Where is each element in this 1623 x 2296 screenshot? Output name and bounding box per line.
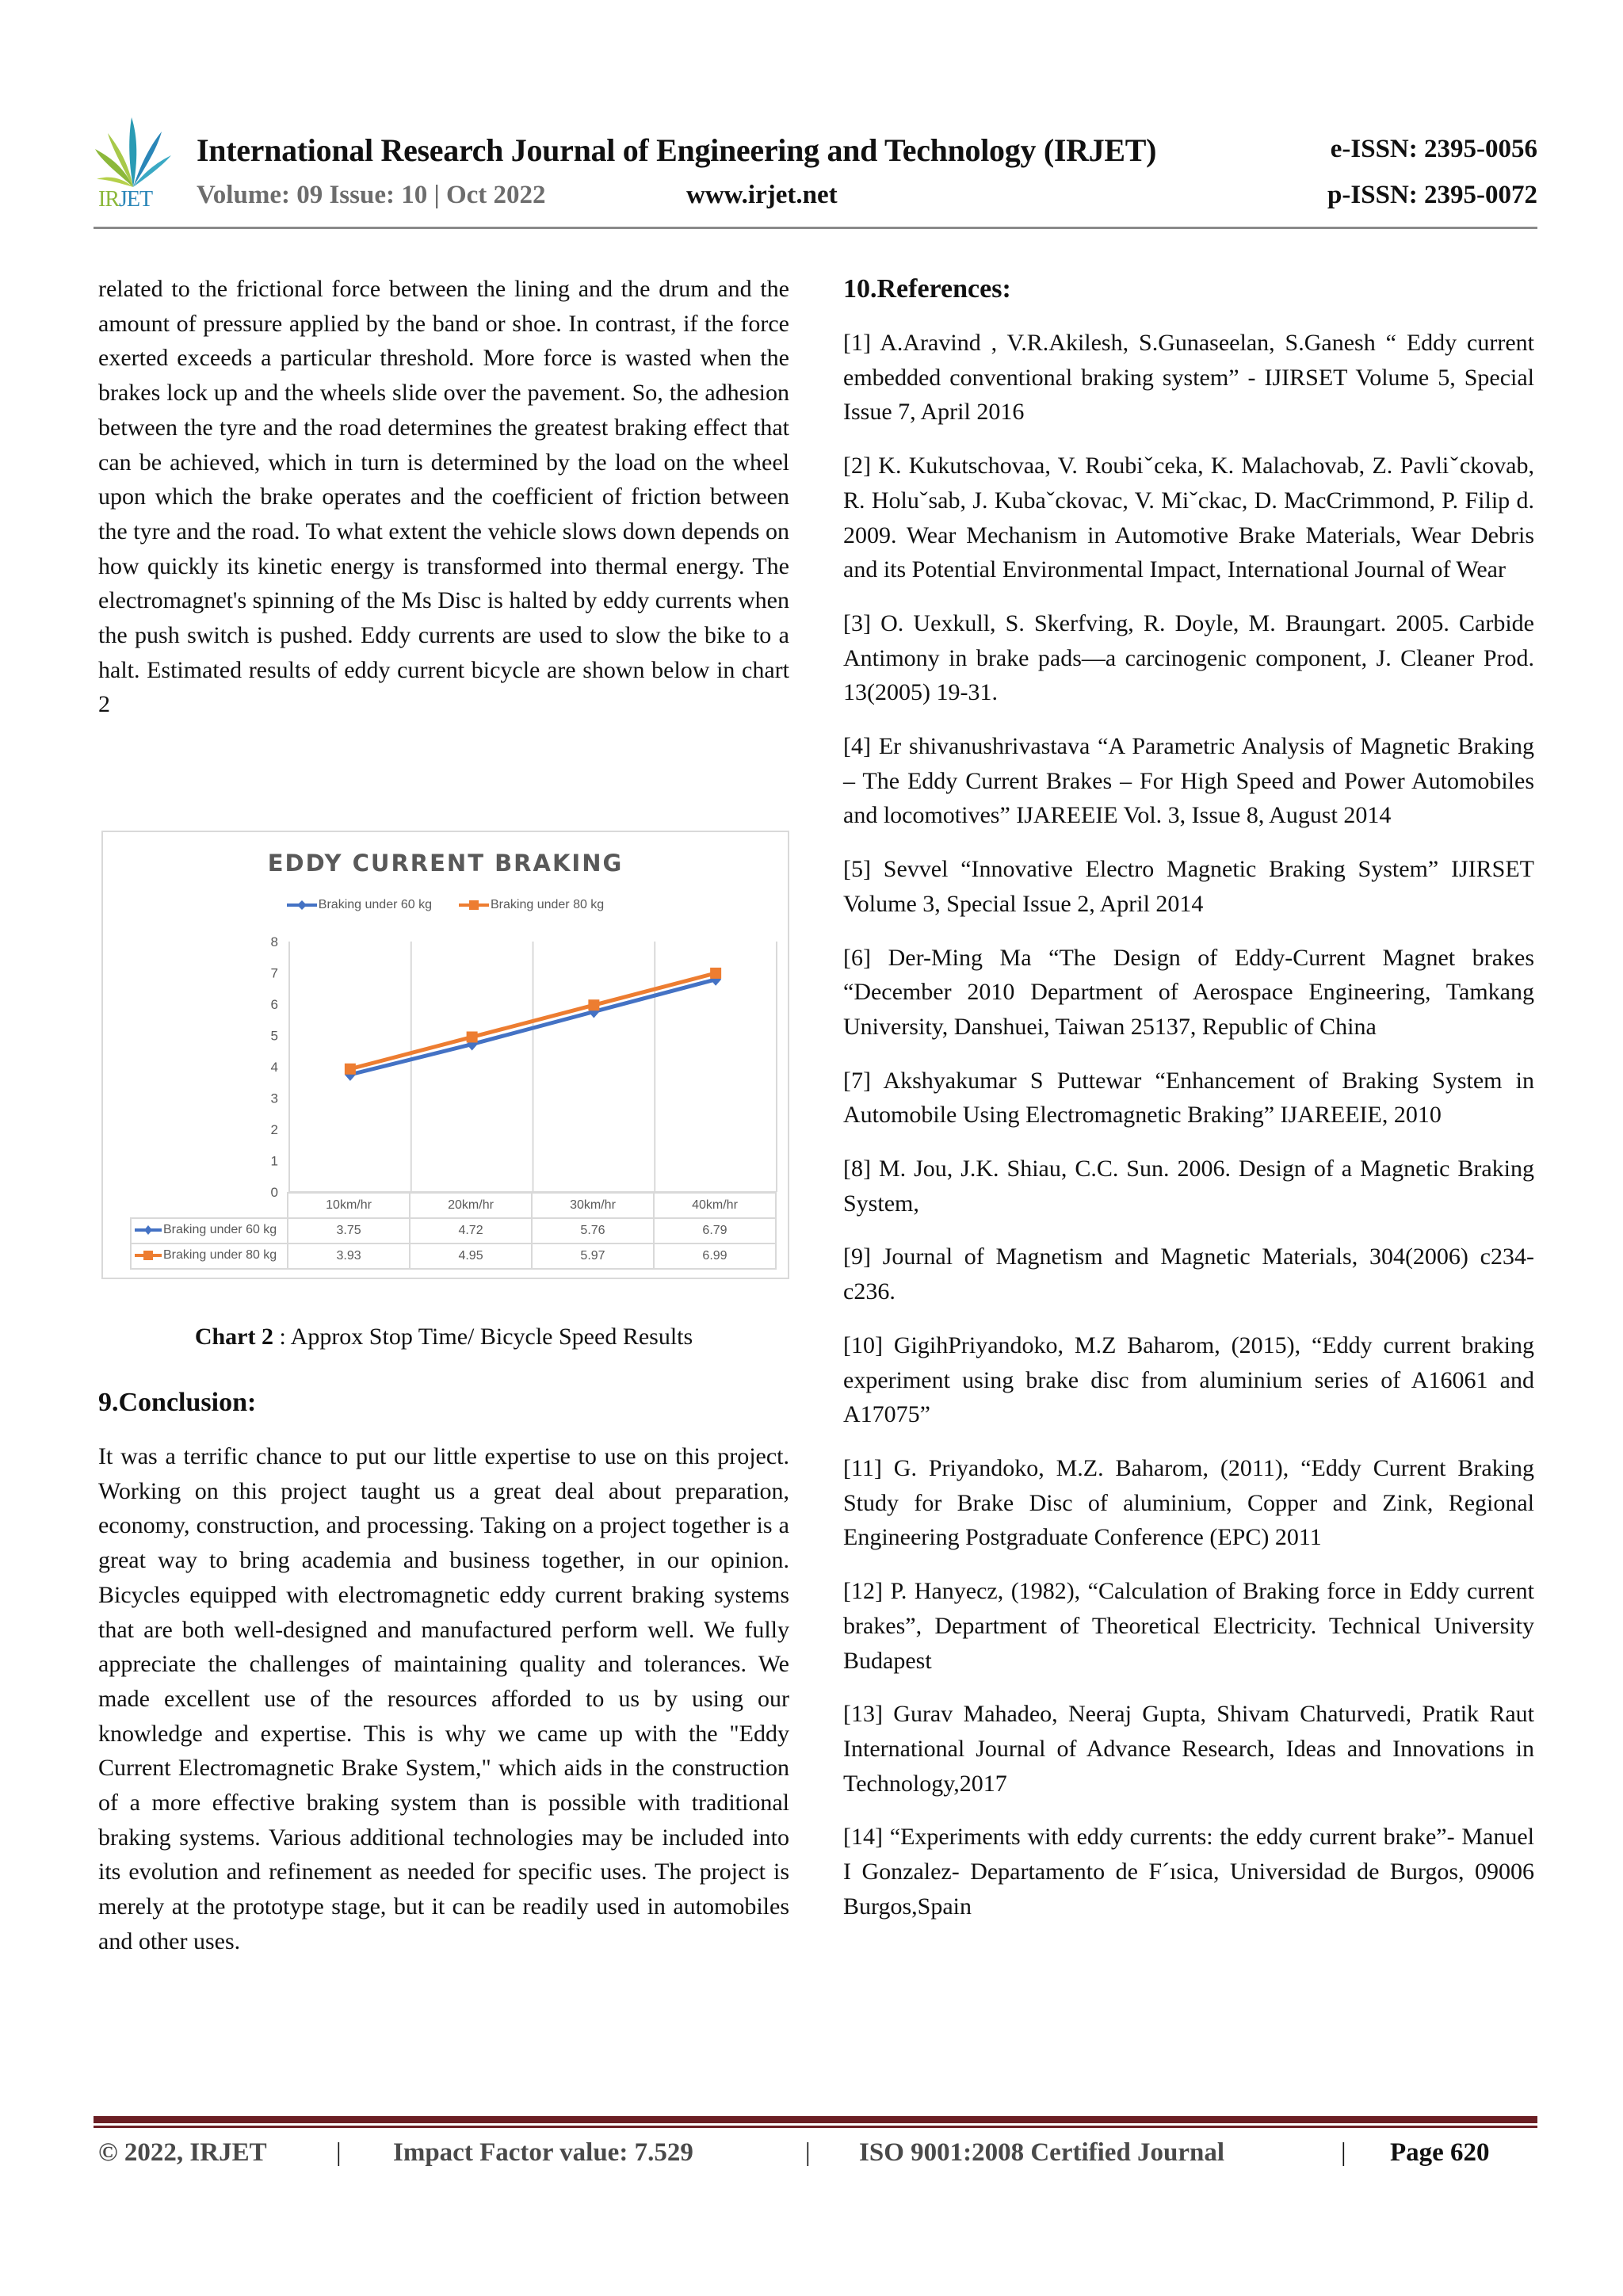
footer-separator: | (805, 2138, 811, 2167)
footer-rule-thick (94, 2116, 1537, 2123)
reference-item: [9] Journal of Magnetism and Magnetic Materials, 304(2006) c234-c236. (843, 1244, 1534, 1305)
irjet-logo (94, 117, 173, 212)
chart-eddy-current-braking (101, 831, 789, 1279)
e-issn: e-ISSN: 2395-0056 (1330, 135, 1537, 163)
category-label: 20km/hr (410, 1193, 532, 1218)
reference-item: [3] O. Uexkull, S. Skerfving, R. Doyle, M. Braungart. 2005. Carbide Antimony in brake pads—a carcinogenic component, J. Cleaner Prod. 13(2005) 19-31. (843, 609, 1534, 706)
diamond-marker-icon (135, 1225, 162, 1235)
reference-item: [4] Er shivanushrivastava “A Parametric Analysis of Magnetic Braking – The Eddy Current Brakes – For High Speed and Power Automobiles and locomotives” IJAREEIE Vol. 3, Issue 8, August 2014 (843, 733, 1534, 829)
y-tick-label: 5 (270, 1028, 278, 1044)
references-list (843, 326, 1534, 1924)
page-header (94, 117, 1537, 230)
table-row (131, 1218, 776, 1244)
table-cell: 3.75 (288, 1218, 410, 1244)
y-tick-label: 7 (270, 965, 278, 981)
journal-title: International Research Journal of Engineering and Technology (IRJET) (197, 132, 1157, 168)
y-tick-label: 1 (270, 1153, 278, 1169)
chart-title: EDDY CURRENT BRAKING (267, 850, 624, 877)
leaf-fan-icon (94, 117, 173, 189)
p-issn: p-ISSN: 2395-0072 (1327, 181, 1537, 209)
table-row (131, 1244, 776, 1269)
reference-item: [1] A.Aravind , V.R.Akilesh, S.Gunaseelan, S.Ganesh “ Eddy current embedded conventional braking system” - IJIRSET Volume 5, Special Issue 7, April 2016 (843, 330, 1534, 426)
y-tick-label: 4 (270, 1060, 278, 1075)
reference-item: [6] Der-Ming Ma “The Design of Eddy-Current Magnet brakes “December 2010 Department of Aerospace Engineering, Tamkang University, Danshuei, Taiwan 25137, Republic of China (843, 944, 1534, 1040)
reference-item: [10] GigihPriyandoko, M.Z Baharom, (2015), “Eddy current braking experiment using brake disc from aluminium series of A16061 and A17075” (843, 1331, 1534, 1428)
caption-text: : Approx Stop Time/ Bicycle Speed Results (273, 1324, 693, 1350)
table-cell: 5.97 (532, 1244, 654, 1269)
square-marker-icon (710, 968, 721, 979)
square-marker-icon (588, 999, 599, 1010)
table-cell: 4.95 (410, 1244, 532, 1269)
reference-item: [5] Sevvel “Innovative Electro Magnetic Braking System” IJIRSET Volume 3, Special Issue 2, April 2014 (843, 856, 1534, 917)
legend-label: Braking under 60 kg (318, 898, 432, 911)
series-name: Braking under 60 kg (163, 1223, 277, 1236)
references-heading: 10.References: (843, 274, 1011, 304)
volume-issue: Volume: 09 Issue: 10 | Oct 2022 (197, 181, 546, 209)
chart-caption (98, 1324, 789, 1350)
reference-item: [13] Gurav Mahadeo, Neeraj Gupta, Shivam Chaturvedi, Pratik Raut International Journal of Advance Research, Ideas and Innovations in Technology,2017 (843, 1701, 1534, 1797)
legend-label: Braking under 80 kg (491, 898, 605, 911)
category-label: 40km/hr (654, 1193, 776, 1218)
references-section (843, 272, 1534, 1943)
table-cell: 6.99 (654, 1244, 776, 1269)
y-tick-label: 3 (270, 1091, 278, 1106)
category-label: 30km/hr (532, 1193, 654, 1218)
footer-impact-factor: Impact Factor value: 7.529 (393, 2138, 693, 2167)
reference-item: [12] P. Hanyecz, (1982), “Calculation of Braking force in Eddy current brakes”, Department of Theoretical Electricity. Technical University Budapest (843, 1578, 1534, 1674)
reference-item: [2] K. Kukutschovaa, V. Roubiˇceka, K. Malachovab, Z. Pavliˇckovab, R. Holuˇsab, J. Kubaˇckovac, V. Miˇckac, D. MacCrimmond, P. Filip d. 2009. Wear Mechanism in Automotive Brake Materials, Wear Debris and its Potential Environmental Impact, International Journal of Wear (843, 453, 1534, 583)
table-header-row (131, 1193, 776, 1218)
footer-rule-thin (94, 2126, 1537, 2128)
chart-data-table (130, 1192, 777, 1270)
header-divider (94, 227, 1537, 229)
reference-item: [8] M. Jou, J.K. Shiau, C.C. Sun. 2006. Design of a Magnetic Braking System, (843, 1156, 1534, 1217)
reference-item: [14] “Experiments with eddy currents: the eddy current brake”- Manuel I Gonzalez- Departamento de F´ısica, Universidad de Burgos, 09006 Burgos,Spain (843, 1824, 1534, 1920)
page-footer (98, 2138, 1542, 2178)
y-tick-label: 2 (270, 1122, 278, 1137)
reference-item: [7] Akshyakumar S Puttewar “Enhancement of Braking System in Automobile Using Electromagnetic Braking” IJAREEIE, 2010 (843, 1067, 1534, 1129)
footer-copyright: © 2022, IRJET (98, 2138, 267, 2167)
table-cell: 6.79 (654, 1218, 776, 1244)
y-tick-label: 0 (270, 1185, 278, 1200)
table-cell: 5.76 (532, 1218, 654, 1244)
caption-label: Chart 2 (194, 1324, 273, 1350)
conclusion-section (98, 1385, 789, 1959)
table-cell: 4.72 (410, 1218, 532, 1244)
conclusion-heading: 9.Conclusion: (98, 1388, 257, 1417)
y-tick-label: 6 (270, 997, 278, 1012)
conclusion-paragraph: It was a terrific chance to put our little expertise to use on this project. Working on this project taught us a great deal about preparation, economy, construction, and processing. Taking on a project together is a great way to bring academia and business together, in our opinion. Bicycles equipped with electromagnetic eddy current braking systems that are both well-designed and manufactured perform well. We fully appreciate the challenges of maintaining quality and tolerances. We made excellent use of the resources afforded to us by using our knowledge and expertise. This is why we came up with the "Eddy Current Electromagnetic Brake System," which aids in the construction of a more effective braking system than is possible with traditional braking systems. Various additional technologies may be included into its evolution and refinement as needed for specific uses. The project is merely at the prototype stage, but it can be readily used in automobiles and other uses. (98, 1443, 789, 1954)
footer-separator: | (1341, 2138, 1346, 2167)
series-name: Braking under 80 kg (163, 1248, 277, 1262)
square-marker-icon (467, 1031, 478, 1042)
category-label: 10km/hr (288, 1193, 410, 1218)
left-column (98, 272, 789, 722)
square-marker-icon (345, 1064, 356, 1075)
y-tick-label: 8 (270, 934, 278, 949)
footer-separator: | (336, 2138, 342, 2167)
journal-website-link[interactable]: www.irjet.net (686, 181, 838, 209)
table-cell: 3.93 (288, 1244, 410, 1269)
square-marker-icon (135, 1251, 162, 1260)
footer-page-number: Page 620 (1390, 2138, 1490, 2167)
logo-wordmark: IRJET (98, 187, 153, 212)
reference-item: [11] G. Priyandoko, M.Z. Baharom, (2011), “Eddy Current Braking Study for Brake Disc of aluminium, Copper and Zink, Regional Engineering Postgraduate Conference (EPC) 2011 (843, 1454, 1534, 1551)
footer-iso: ISO 9001:2008 Certified Journal (859, 2138, 1225, 2167)
intro-paragraph: related to the frictional force between the lining and the drum and the amount of pressure applied by the band or shoe. In contrast, if the force exerted exceeds a particular threshold. More force is wasted when the brakes lock up and the wheels slide over the pavement. So, the adhesion between the tyre and the road determines the greatest braking effect that can be achieved, which in turn is determined by the load on the wheel upon which the brake operates and the coefficient of friction between the tyre and the road. To what extent the vehicle slows down depends on how quickly its kinetic energy is transformed into thermal energy. The electromagnet's spinning of the Ms Disc is halted by eddy currents when the push switch is pushed. Eddy currents are used to slow the bike to a halt. Estimated results of eddy current bicycle are shown below in chart 2 (98, 276, 789, 718)
